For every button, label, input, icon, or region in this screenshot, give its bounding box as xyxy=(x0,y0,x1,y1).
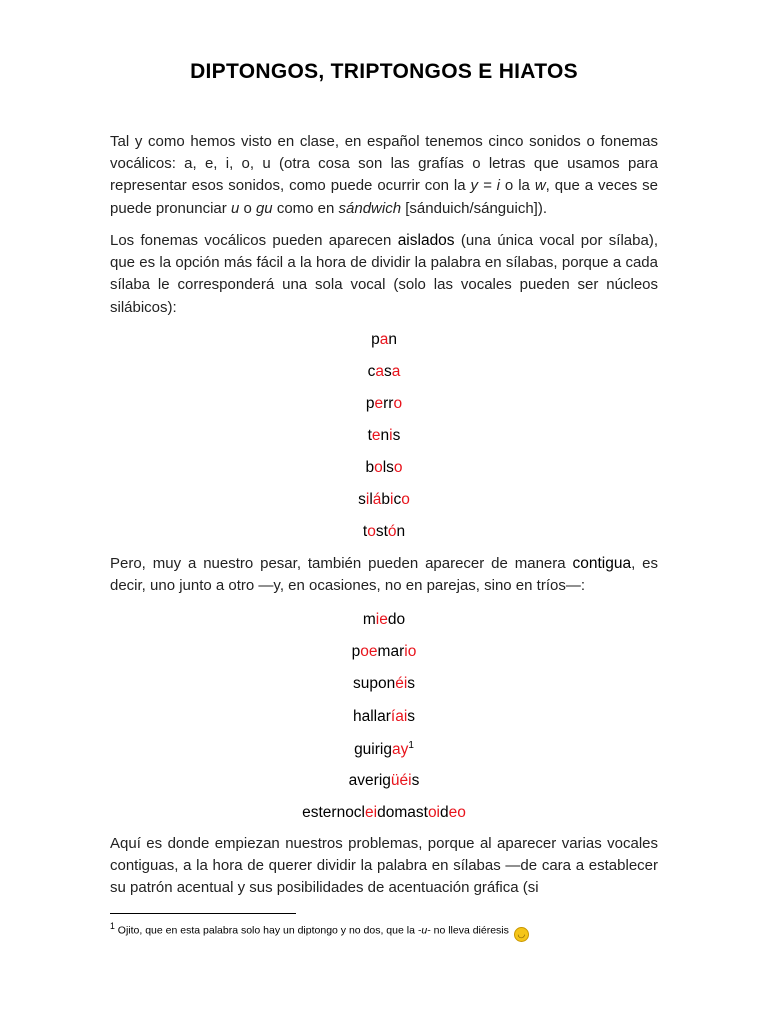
example-word xyxy=(0,740,768,759)
consonant-segment: st xyxy=(375,523,388,540)
paragraph-contigua xyxy=(110,553,658,597)
vowel-segment: a xyxy=(379,331,389,348)
consonant-segment: mar xyxy=(377,643,405,661)
consonant-segment: n xyxy=(388,331,397,348)
consonant-segment: l xyxy=(369,491,373,508)
vowel-segment: ei xyxy=(365,804,378,822)
text-span: o xyxy=(239,199,256,217)
paragraph-problems: Aquí es donde empiezan nuestros problemas, porque al aparecer varias vocales contiguas, a la hora de querer dividir la palabra en sílabas —de cara a establecer su patrón acentual y sus posibilidades de acentuación gráfica (si xyxy=(110,835,658,897)
smiley-icon: ◡ xyxy=(514,927,529,942)
footnote-divider xyxy=(110,913,296,914)
example-word xyxy=(0,427,768,445)
vowel-segment: o xyxy=(401,491,410,508)
vowel-segment: ó xyxy=(387,523,397,540)
vowel-segment: ie xyxy=(375,611,388,628)
example-word xyxy=(0,611,768,629)
consonant-segment: c xyxy=(367,363,376,380)
example-word xyxy=(0,331,768,349)
consonant-segment: p xyxy=(351,643,361,661)
vowel-segment: o xyxy=(367,523,376,540)
highlight-term: aislados xyxy=(397,232,455,249)
vowel-segment: á xyxy=(372,491,382,508)
consonant-segment: t xyxy=(362,523,368,540)
vowel-segment: éi xyxy=(395,675,408,693)
vowel-segment: íai xyxy=(390,707,408,725)
example-word xyxy=(0,772,768,790)
consonant-segment: t xyxy=(367,427,372,444)
example-word xyxy=(0,804,768,822)
italic-text: w xyxy=(534,177,546,195)
consonant-segment: rr xyxy=(383,395,394,412)
consonant-segment: s xyxy=(392,427,401,444)
text-span: Ojito, que en esta palabra solo hay un diptongo y no dos, que la xyxy=(114,924,418,937)
vowel-segment: o xyxy=(393,459,403,476)
text-span: no lleva diéresis xyxy=(430,924,512,937)
consonant-segment: b xyxy=(381,491,391,508)
consonant-segment: s xyxy=(407,675,416,693)
italic-text: gu xyxy=(255,199,273,217)
vowel-segment: i xyxy=(389,427,393,444)
consonant-segment: n xyxy=(380,427,390,444)
vowel-segment: ay xyxy=(391,740,409,758)
vowel-segment: e xyxy=(374,395,384,412)
consonant-segment: p xyxy=(371,331,380,348)
consonant-segment: m xyxy=(362,611,376,628)
text-span: , es decir, uno junto a otro —y, en ocasiones, no en parejas, sino en tríos—: xyxy=(110,555,658,595)
example-word xyxy=(0,395,768,413)
consonant-segment: p xyxy=(365,395,375,412)
example-word xyxy=(0,523,768,541)
consonant-segment: averig xyxy=(348,772,391,789)
consonant-segment: s xyxy=(407,707,416,725)
example-word xyxy=(0,491,768,509)
text-span: [sánduich/sánguich]). xyxy=(401,199,547,217)
consonant-segment: do xyxy=(387,611,406,628)
consonant-segment: guirig xyxy=(354,740,392,758)
text-span: Los fonemas vocálicos pueden aparecen xyxy=(110,232,398,249)
consonant-segment: domast xyxy=(377,804,428,822)
highlight-term: contigua xyxy=(572,555,632,572)
paragraph-intro xyxy=(110,131,658,220)
vowel-segment: i xyxy=(365,491,370,508)
text-span: Pero, muy a nuestro pesar, también pueden aparecer de manera xyxy=(110,555,573,572)
italic-text: sándwich xyxy=(338,199,402,217)
footnote-mark: 1 xyxy=(110,921,115,931)
paragraph-aislados xyxy=(110,230,658,319)
example-word xyxy=(0,643,768,661)
consonant-segment: s xyxy=(384,363,392,380)
vowel-segment: oe xyxy=(360,643,378,661)
consonant-segment: esternocl xyxy=(302,804,366,822)
italic-text: u xyxy=(230,199,240,217)
consonant-segment: b xyxy=(365,459,375,476)
footnote xyxy=(110,921,670,942)
consonant-segment: c xyxy=(393,491,402,508)
vowel-segment: i xyxy=(390,491,394,508)
italic-text: -u- xyxy=(417,924,431,937)
text-span: Tal y como hemos visto en clase, en español tenemos cinco sonidos o fonemas vocálicos: a, e, i, o, u (otra cosa son las grafías o letras que usamos para representar esos sonidos, como puede ocurrir con la xyxy=(110,133,658,195)
vowel-segment: üéi xyxy=(390,772,412,789)
example-word xyxy=(0,675,768,693)
text-span: , que a veces se puede pronunciar xyxy=(110,177,658,217)
consonant-segment: d xyxy=(440,804,449,822)
example-word xyxy=(0,363,768,381)
vowel-segment: a xyxy=(391,363,401,380)
example-word xyxy=(0,459,768,477)
vowel-segment: e xyxy=(371,427,381,444)
page-title: DIPTONGOS, TRIPTONGOS E HIATOS xyxy=(190,60,578,83)
vowel-segment: o xyxy=(393,395,403,412)
consonant-segment: hallar xyxy=(352,707,391,725)
vowel-segment: a xyxy=(375,363,384,380)
vowel-segment: io xyxy=(404,643,417,661)
footnote-ref: 1 xyxy=(408,739,414,751)
vowel-segment: o xyxy=(374,459,383,476)
consonant-segment: ls xyxy=(382,459,394,476)
text-span: (una única vocal por sílaba), que es la opción más fácil a la hora de dividir la palabra en sílabas, porque a cada sílaba le corresponderá una sola vocal (solo las vocales pueden ser núcleos silábicos): xyxy=(110,232,658,316)
consonant-segment: n xyxy=(396,523,406,540)
consonant-segment: supon xyxy=(352,675,396,693)
italic-text: y = i xyxy=(470,177,500,195)
consonant-segment: s xyxy=(358,491,366,508)
text-span: o la xyxy=(499,177,535,195)
text-span: como en xyxy=(272,199,339,217)
vowel-segment: eo xyxy=(448,804,466,822)
vowel-segment: oi xyxy=(427,804,441,822)
consonant-segment: s xyxy=(411,772,420,789)
example-word xyxy=(0,708,768,726)
